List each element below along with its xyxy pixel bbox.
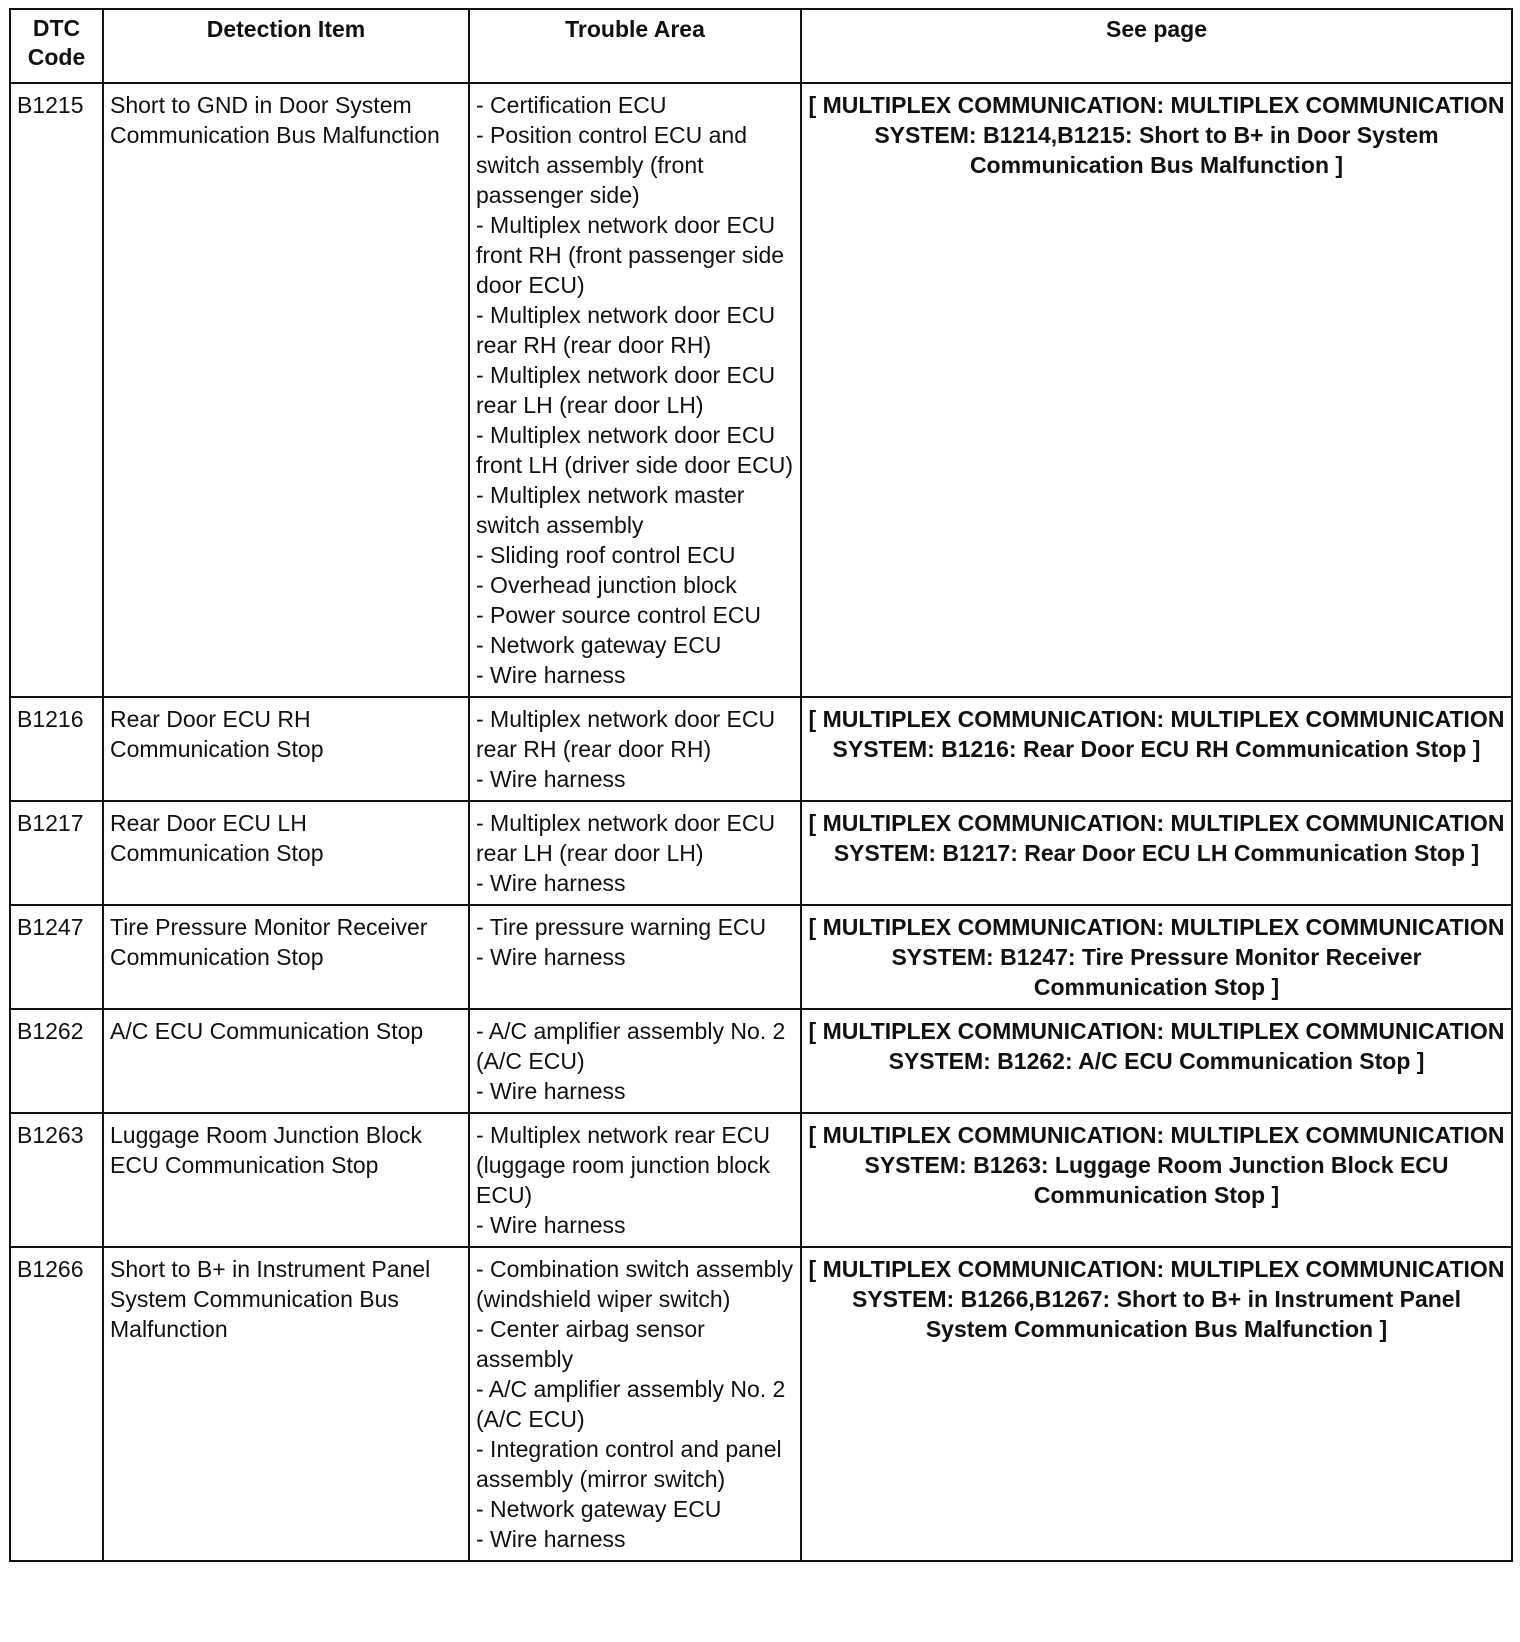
header-trouble-area: Trouble Area	[469, 9, 801, 83]
trouble-area-item: - Combination switch assembly (windshield wiper switch)	[476, 1256, 794, 1312]
see-page-link[interactable]: [ MULTIPLEX COMMUNICATION: MULTIPLEX COMMUNICATION SYSTEM: B1266,B1267: Short to B+ in Instrument Panel System Communication Bus Malfunction ]	[801, 1247, 1512, 1561]
trouble-area-cell	[469, 83, 801, 697]
table-row	[10, 1113, 1512, 1247]
trouble-area-item: - Wire harness	[476, 1526, 626, 1552]
trouble-area-item: - Network gateway ECU	[476, 1496, 722, 1522]
trouble-area-item: - Multiplex network door ECU front LH (driver side door ECU)	[476, 422, 793, 478]
detection-item-cell: Rear Door ECU LH Communication Stop	[103, 801, 469, 905]
detection-item-cell: Short to GND in Door System Communication Bus Malfunction	[103, 83, 469, 697]
detection-item-cell: Luggage Room Junction Block ECU Communication Stop	[103, 1113, 469, 1247]
detection-item-cell: A/C ECU Communication Stop	[103, 1009, 469, 1113]
header-detection-item: Detection Item	[103, 9, 469, 83]
trouble-area-item: - Overhead junction block	[476, 572, 737, 598]
trouble-area-item: - A/C amplifier assembly No. 2 (A/C ECU)	[476, 1018, 786, 1074]
dtc-code-cell: B1247	[10, 905, 103, 1009]
trouble-area-item: - Sliding roof control ECU	[476, 542, 736, 568]
trouble-area-item: - Position control ECU and switch assembly (front passenger side)	[476, 122, 748, 208]
dtc-code-cell: B1262	[10, 1009, 103, 1113]
dtc-code-cell: B1216	[10, 697, 103, 801]
dtc-code-cell: B1263	[10, 1113, 103, 1247]
trouble-area-item: - Integration control and panel assembly (mirror switch)	[476, 1436, 782, 1492]
trouble-area-item: - Wire harness	[476, 1078, 626, 1104]
trouble-area-item: - Multiplex network rear ECU (luggage room junction block ECU)	[476, 1122, 771, 1208]
see-page-link[interactable]: [ MULTIPLEX COMMUNICATION: MULTIPLEX COMMUNICATION SYSTEM: B1216: Rear Door ECU RH Communication Stop ]	[801, 697, 1512, 801]
see-page-link[interactable]: [ MULTIPLEX COMMUNICATION: MULTIPLEX COMMUNICATION SYSTEM: B1214,B1215: Short to B+ in Door System Communication Bus Malfunction ]	[801, 83, 1512, 697]
trouble-area-item: - Multiplex network door ECU rear LH (rear door LH)	[476, 810, 776, 866]
trouble-area-item: - Multiplex network door ECU rear LH (rear door LH)	[476, 362, 776, 418]
trouble-area-item: - Wire harness	[476, 944, 626, 970]
table-row	[10, 697, 1512, 801]
trouble-area-cell	[469, 697, 801, 801]
trouble-area-cell	[469, 1247, 801, 1561]
trouble-area-cell	[469, 905, 801, 1009]
trouble-area-cell	[469, 1009, 801, 1113]
dtc-table	[9, 8, 1513, 1562]
trouble-area-item: - Power source control ECU	[476, 602, 762, 628]
see-page-link[interactable]: [ MULTIPLEX COMMUNICATION: MULTIPLEX COMMUNICATION SYSTEM: B1263: Luggage Room Junction Block ECU Communication Stop ]	[801, 1113, 1512, 1247]
table-row	[10, 1009, 1512, 1113]
detection-item-cell: Short to B+ in Instrument Panel System Communication Bus Malfunction	[103, 1247, 469, 1561]
dtc-code-cell: B1215	[10, 83, 103, 697]
table-row	[10, 1247, 1512, 1561]
trouble-area-item: - Wire harness	[476, 870, 626, 896]
see-page-link[interactable]: [ MULTIPLEX COMMUNICATION: MULTIPLEX COMMUNICATION SYSTEM: B1217: Rear Door ECU LH Communication Stop ]	[801, 801, 1512, 905]
trouble-area-cell	[469, 801, 801, 905]
trouble-area-item: - Multiplex network door ECU rear RH (rear door RH)	[476, 302, 776, 358]
header-dtc-code: DTC Code	[10, 9, 103, 83]
table-row	[10, 905, 1512, 1009]
header-see-page: See page	[801, 9, 1512, 83]
trouble-area-item: - Certification ECU	[476, 92, 667, 118]
trouble-area-item: - Network gateway ECU	[476, 632, 722, 658]
trouble-area-item: - Multiplex network master switch assembly	[476, 482, 745, 538]
header-row	[10, 9, 1512, 83]
trouble-area-cell	[469, 1113, 801, 1247]
trouble-area-item: - Center airbag sensor assembly	[476, 1316, 705, 1372]
trouble-area-item: - Multiplex network door ECU rear RH (rear door RH)	[476, 706, 776, 762]
detection-item-cell: Rear Door ECU RH Communication Stop	[103, 697, 469, 801]
trouble-area-item: - Tire pressure warning ECU	[476, 914, 767, 940]
dtc-code-cell: B1266	[10, 1247, 103, 1561]
trouble-area-item: - Wire harness	[476, 1212, 626, 1238]
trouble-area-item: - Wire harness	[476, 662, 626, 688]
see-page-link[interactable]: [ MULTIPLEX COMMUNICATION: MULTIPLEX COMMUNICATION SYSTEM: B1247: Tire Pressure Monitor Receiver Communication Stop ]	[801, 905, 1512, 1009]
detection-item-cell: Tire Pressure Monitor Receiver Communication Stop	[103, 905, 469, 1009]
table-row	[10, 83, 1512, 697]
table-row	[10, 801, 1512, 905]
trouble-area-item: - Multiplex network door ECU front RH (front passenger side door ECU)	[476, 212, 785, 298]
dtc-code-cell: B1217	[10, 801, 103, 905]
trouble-area-item: - A/C amplifier assembly No. 2 (A/C ECU)	[476, 1376, 786, 1432]
trouble-area-item: - Wire harness	[476, 766, 626, 792]
see-page-link[interactable]: [ MULTIPLEX COMMUNICATION: MULTIPLEX COMMUNICATION SYSTEM: B1262: A/C ECU Communication Stop ]	[801, 1009, 1512, 1113]
